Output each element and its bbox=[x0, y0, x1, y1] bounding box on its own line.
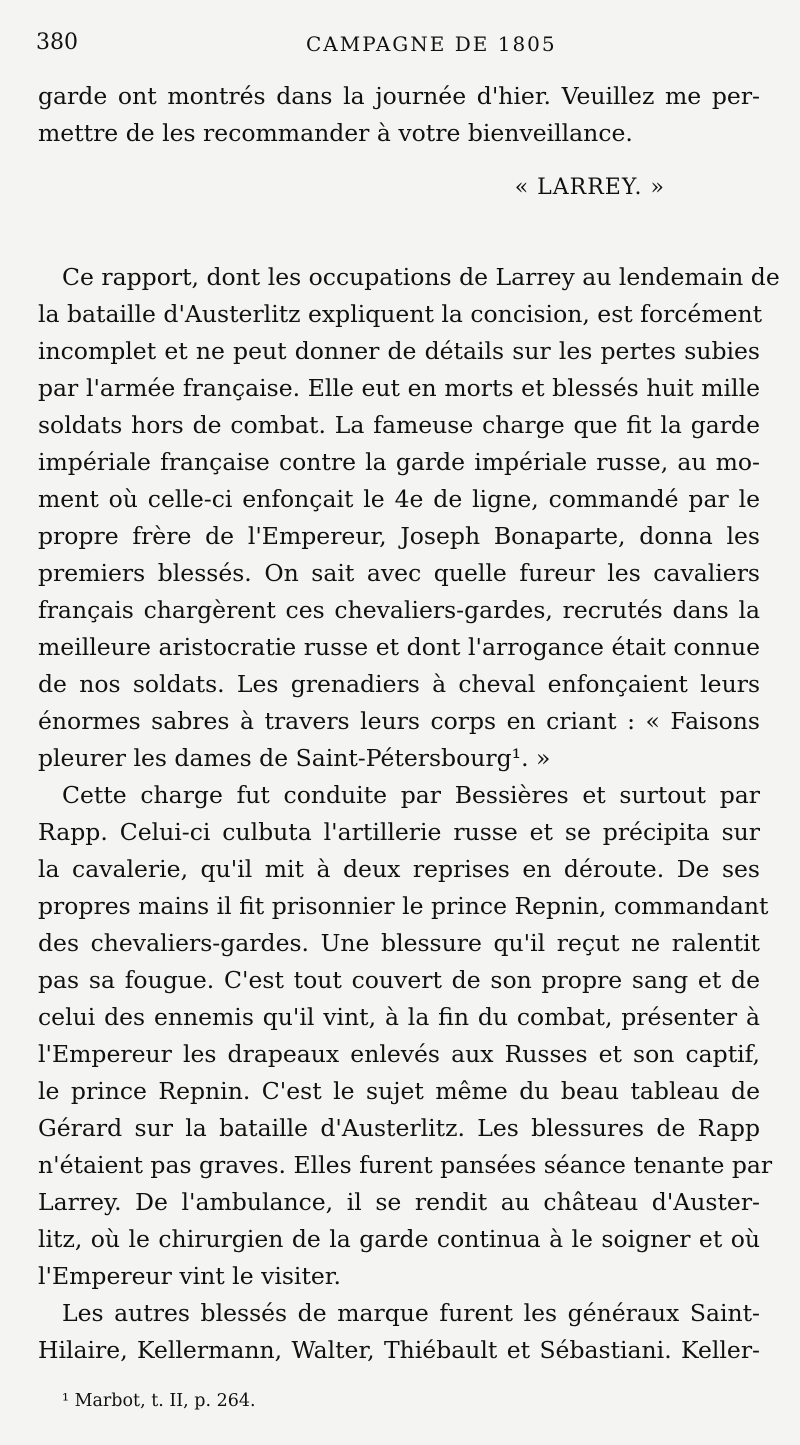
text-line: propres mains il fit prisonnier le prince Repnin, commandant bbox=[38, 892, 769, 920]
text-line: celui des ennemis qu'il vint, à la fin du combat, présenter à bbox=[38, 1003, 760, 1031]
text-line: Hilaire, Kellermann, Walter, Thiébault et Sébastiani. Keller- bbox=[38, 1336, 760, 1364]
text-line: la bataille d'Austerlitz expliquent la concision, est forcément bbox=[38, 300, 763, 328]
text-line: impériale française contre la garde impériale russe, au mo- bbox=[38, 448, 760, 476]
text-line: mettre de les recommander à votre bienveillance. bbox=[38, 119, 633, 147]
text-line: meilleure aristocratie russe et dont l'arrogance était connue bbox=[38, 633, 760, 661]
text-line: Cette charge fut conduite par Bessières et surtout par bbox=[62, 781, 760, 809]
text-line: garde ont montrés dans la journée d'hier. Veuillez me per- bbox=[38, 82, 760, 110]
signature: « LARREY. » bbox=[514, 175, 665, 200]
text-line: ment où celle-ci enfonçait le 4e de ligne, commandé par le bbox=[38, 485, 760, 513]
text-line: l'Empereur vint le visiter. bbox=[38, 1262, 341, 1290]
text-line: le prince Repnin. C'est le sujet même du beau tableau de bbox=[38, 1077, 760, 1105]
text-line: premiers blessés. On sait avec quelle fureur les cavaliers bbox=[38, 559, 760, 587]
footnote: ¹ Marbot, t. II, p. 264. bbox=[62, 1391, 256, 1411]
page-number: 380 bbox=[36, 30, 78, 55]
text-line: des chevaliers-gardes. Une blessure qu'il reçut ne ralentit bbox=[38, 929, 760, 957]
page-header bbox=[36, 30, 760, 64]
text-line: litz, où le chirurgien de la garde continua à le soigner et où bbox=[38, 1225, 760, 1253]
text-line: l'Empereur les drapeaux enlevés aux Russes et son captif, bbox=[38, 1040, 760, 1068]
text-line: la cavalerie, qu'il mit à deux reprises en déroute. De ses bbox=[38, 855, 760, 883]
text-line: soldats hors de combat. La fameuse charge que fit la garde bbox=[38, 411, 760, 439]
text-line: n'étaient pas graves. Elles furent pansées séance tenante par bbox=[38, 1151, 773, 1179]
text-line: Ce rapport, dont les occupations de Larrey au lendemain de bbox=[62, 263, 780, 291]
text-line: pas sa fougue. C'est tout couvert de son propre sang et de bbox=[38, 966, 760, 994]
text-line: Gérard sur la bataille d'Austerlitz. Les blessures de Rapp bbox=[38, 1114, 760, 1142]
text-line: énormes sabres à travers leurs corps en criant : « Faisons bbox=[38, 707, 760, 735]
text-line: de nos soldats. Les grenadiers à cheval enfonçaient leurs bbox=[38, 670, 760, 698]
text-line: pleurer les dames de Saint-Pétersbourg¹. » bbox=[38, 744, 551, 772]
text-line: français chargèrent ces chevaliers-gardes, recrutés dans la bbox=[38, 596, 760, 624]
running-title: CAMPAGNE DE 1805 bbox=[306, 32, 557, 56]
text-line: propre frère de l'Empereur, Joseph Bonaparte, donna les bbox=[38, 522, 760, 550]
text-line: Les autres blessés de marque furent les généraux Saint- bbox=[62, 1299, 760, 1327]
text-line: Larrey. De l'ambulance, il se rendit au château d'Auster- bbox=[38, 1188, 760, 1216]
text-line: par l'armée française. Elle eut en morts et blessés huit mille bbox=[38, 374, 760, 402]
text-line: incomplet et ne peut donner de détails sur les pertes subies bbox=[38, 337, 760, 365]
text-line: Rapp. Celui-ci culbuta l'artillerie russe et se précipita sur bbox=[38, 818, 760, 846]
